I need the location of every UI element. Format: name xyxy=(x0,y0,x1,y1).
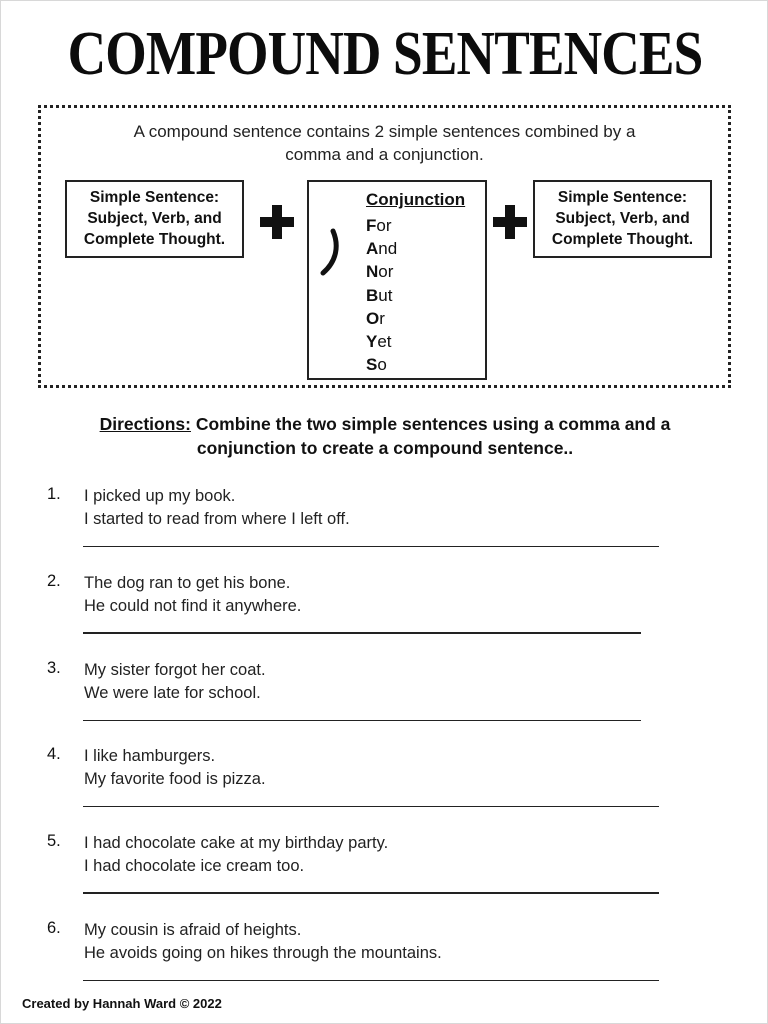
item-number: 1. xyxy=(47,485,61,503)
page-title: COMPOUND SENTENCES xyxy=(67,20,703,88)
conjunction-list xyxy=(366,214,397,376)
sentence: The dog ran to get his bone. xyxy=(84,574,291,592)
directions xyxy=(1,412,768,460)
conjunction-word: But xyxy=(366,285,393,305)
conjunction-title: Conjunction xyxy=(366,190,466,209)
box-line: Subject, Verb, and xyxy=(87,210,222,227)
sentence: My favorite food is pizza. xyxy=(84,770,266,788)
answer-line[interactable] xyxy=(83,892,659,894)
sentence: We were late for school. xyxy=(84,684,261,702)
conjunction-word: Nor xyxy=(366,262,394,282)
sentence: My sister forgot her coat. xyxy=(84,661,266,679)
directions-label: Directions: xyxy=(99,414,191,434)
conjunction-word: For xyxy=(366,216,392,235)
conjunction-word: So xyxy=(366,355,387,375)
sentence: I had chocolate cake at my birthday party. xyxy=(84,834,389,852)
box-line: Complete Thought. xyxy=(551,231,694,248)
conjunction-word: Yet xyxy=(366,332,392,352)
item-number: 2. xyxy=(47,572,61,590)
sentence: My cousin is afraid of heights. xyxy=(84,921,302,939)
item-sentences xyxy=(84,919,442,965)
answer-line[interactable] xyxy=(83,546,659,547)
item-sentences xyxy=(84,745,266,791)
item-sentences xyxy=(84,485,350,531)
answer-line[interactable] xyxy=(83,806,659,807)
sentence: He could not find it anywhere. xyxy=(84,597,302,615)
sentence: I started to read from where I left off. xyxy=(84,510,350,528)
definition-line-2: comma and a conjunction. xyxy=(285,145,484,164)
directions-text: Combine the two simple sentences using a comma and a xyxy=(190,414,671,434)
footer-credit: Created by Hannah Ward © 2022 xyxy=(22,996,222,1011)
box-line: Subject, Verb, and xyxy=(555,210,690,227)
item-number: 5. xyxy=(47,832,61,850)
item-number: 6. xyxy=(47,919,61,937)
box-line: Complete Thought. xyxy=(83,231,226,248)
directions-text-2: conjunction to create a compound sentence.. xyxy=(196,438,574,458)
plus-icon xyxy=(260,205,294,239)
definition-text xyxy=(41,120,728,166)
answer-line[interactable] xyxy=(83,980,659,981)
answer-line[interactable] xyxy=(83,632,641,634)
conjunction-word: And xyxy=(366,239,398,259)
item-sentences xyxy=(84,572,301,618)
sentence: I had chocolate ice cream too. xyxy=(84,857,305,875)
sentence: He avoids going on hikes through the mountains. xyxy=(84,944,442,962)
item-number: 3. xyxy=(47,659,61,677)
simple-sentence-box-left xyxy=(65,180,244,258)
box-line: Simple Sentence: xyxy=(89,189,220,206)
sentence: I like hamburgers. xyxy=(84,747,216,765)
conjunction-word: Or xyxy=(366,308,385,328)
comma-icon xyxy=(317,227,341,277)
definition-line-1: A compound sentence contains 2 simple sentences combined by a xyxy=(133,122,636,141)
sentence: I picked up my book. xyxy=(84,487,236,505)
item-number: 4. xyxy=(47,745,61,763)
plus-icon xyxy=(493,205,527,239)
item-sentences xyxy=(84,659,266,705)
conjunction-box xyxy=(307,180,487,380)
item-sentences xyxy=(84,832,388,878)
simple-sentence-box-right xyxy=(533,180,712,258)
box-line: Simple Sentence: xyxy=(557,189,688,206)
answer-line[interactable] xyxy=(83,720,641,721)
definition-box xyxy=(38,105,731,388)
